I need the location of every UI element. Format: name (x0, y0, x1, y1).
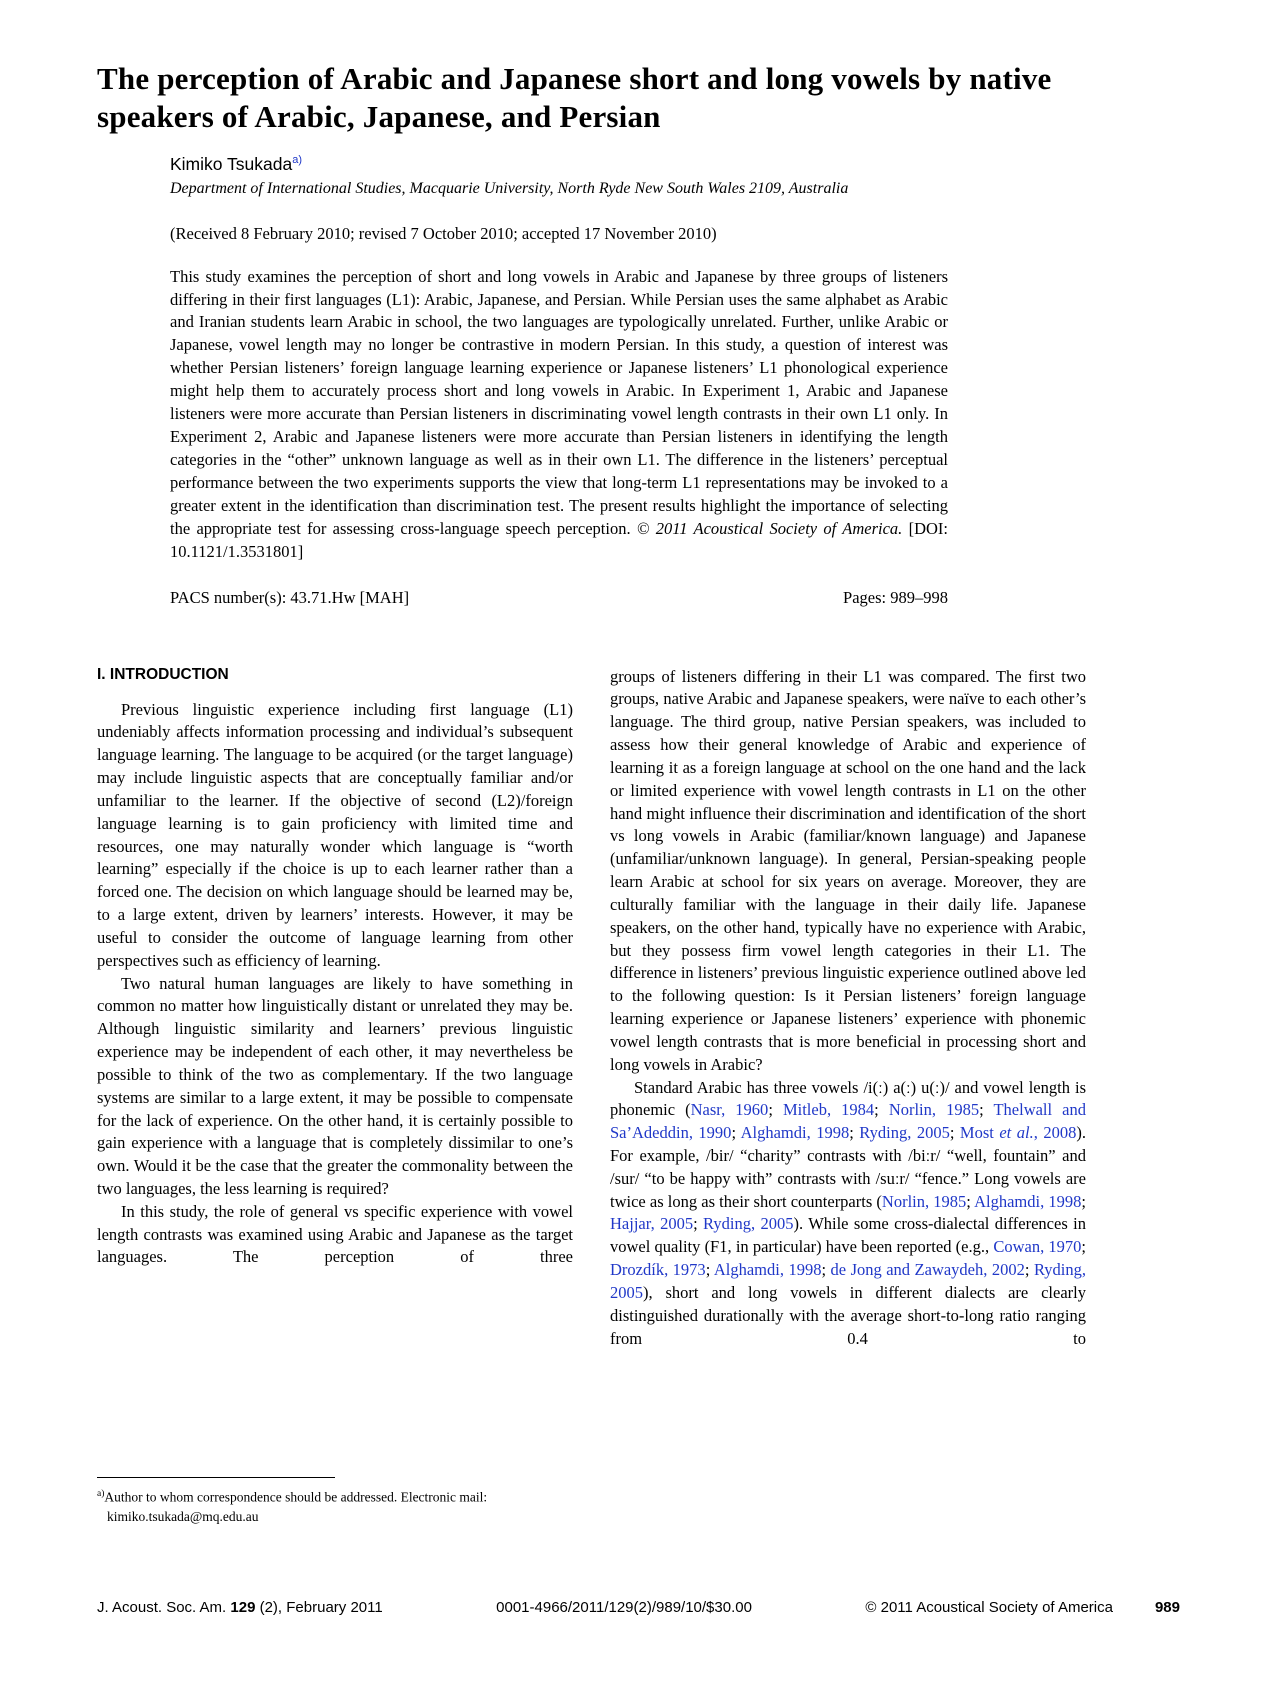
footer-page-number: 989 (1154, 1599, 1180, 1616)
citation-link[interactable]: Thelwall and Sa’Adeddin, 1990 (610, 1100, 1086, 1143)
footnote-mark: a) (97, 1488, 105, 1499)
footer-volume: 129 (230, 1599, 256, 1616)
author-affiliation: Department of International Studies, Macquarie University, North Ryde New South Wales 2109, Australia (170, 179, 849, 197)
citation-link[interactable]: , 2008 (1033, 1123, 1077, 1143)
text-segment: ; (693, 1214, 704, 1234)
text-segment: Standard Arabic has three vowels /i(ː) a(ː) u(ː)/ and vowel length is phonemic ( (610, 1077, 1086, 1120)
citation-link[interactable]: Alghamdi, 1998 (740, 1123, 850, 1143)
citation-link[interactable]: Nasr, 1960 (690, 1100, 769, 1120)
footer-journal-info (97, 1599, 383, 1616)
intro-paragraph-5 (610, 1077, 1086, 1351)
paper-header (97, 60, 1180, 608)
pacs-number: PACS number(s): 43.71.Hw [MAH] (170, 587, 410, 607)
text-segment: ; (979, 1100, 994, 1120)
text-segment: ; (874, 1100, 889, 1120)
citation-link[interactable]: Hajjar, 2005 (610, 1214, 694, 1234)
text-segment: ; (966, 1191, 975, 1211)
footer-copyright: © 2011 Acoustical Society of America (865, 1599, 1113, 1616)
citation-link[interactable]: Cowan, 1970 (993, 1237, 1082, 1257)
text-segment: ; (1081, 1191, 1086, 1211)
author-block (170, 154, 1180, 608)
footer-issue-date: (2), February 2011 (255, 1599, 383, 1616)
received-dates: (Received 8 February 2010; revised 7 October 2010; accepted 17 November 2010) (170, 223, 717, 243)
text-segment: ; (768, 1100, 783, 1120)
text-segment: ; (849, 1123, 860, 1143)
citation-link[interactable]: Norlin, 1985 (881, 1191, 967, 1211)
footnote-email[interactable]: kimiko.tsukada@mq.edu.au (107, 1509, 259, 1525)
section-heading-introduction: I. INTRODUCTION (97, 665, 229, 683)
footnote-text: Author to whom correspondence should be addressed. Electronic mail: (104, 1489, 488, 1505)
right-column (610, 666, 1086, 1528)
text-segment: This study examines the perception of short and long vowels in Arabic and Japanese by three groups of listeners differing in their first languages (L1): Arabic, Japanese, and Persian. While Persian uses the same alphabet as Arabic and Iranian students learn Arabic in school, the two languages are typologically unrelated. Further, unlike Arabic or Japanese, vowel length may no longer be contrastive in modern Persian. In this study, a question of interest was whether Persian listeners’ foreign language learning experience or Japanese listeners’ L1 phonological experience might help them to accurately process short and long vowels in Arabic. In Experiment 1, Arabic and Japanese listeners were more accurate than Persian listeners in discriminating vowel length contrasts in their own L1 only. In Experiment 2, Arabic and Japanese listeners were more accurate than Persian listeners in identifying the length categories in the “other” unknown language as well as in their own L1. The difference in the listeners’ perceptual performance between the two experiments supports the view that long-term L1 representations may be invoked to a greater extent in the identification than discrimination test. The present results highlight the importance of selecting the appropriate test for assessing cross-language speech perception. (170, 266, 948, 538)
intro-paragraph-2: Two natural human languages are likely to have something in common no matter how linguistically distant or unrelated they may be. Although linguistic similarity and learners’ previous linguistic experience may be independent of each other, it may nevertheless be possible to think of the two as complementary. If the two language systems are similar to a large extent, it may be possible to compensate for the lack of experience. On the other hand, it is certainly possible to gain experience with a language that is completely dissimilar to one’s own. Would it be the case that the greater the commonality between the two languages, the less learning is required? (97, 973, 573, 1198)
footnote-block (97, 1459, 573, 1528)
text-segment: © 2011 Acoustical Society of America. (636, 518, 903, 538)
footer-journal-name: J. Acoust. Soc. Am. (97, 1599, 231, 1616)
intro-paragraph-4: groups of listeners differing in their L1 was compared. The first two groups, native Arabic and Japanese speakers, were naïve to each other’s language. The third group, native Persian speakers, was included to assess how their general knowledge of Arabic and experience of learning it as a foreign language at school on the one hand and the lack or limited experience with vowel length contrasts in L1 on the other hand might influence their discrimination and identification of the short vs long vowels in Arabic (familiar/known language) and Japanese (unfamiliar/unknown language). In general, Persian-speaking people learn Arabic at school for six years on average. Moreover, they are culturally familiar with the language in their daily life. Japanese speakers, on the other hand, typically have no experience with Arabic, but they possess firm vowel length categories in their L1. The difference in listeners’ previous linguistic experience outlined above led to the following question: Is it Persian listeners’ foreign language learning experience or Japanese listeners’ experience with phonemic vowel length contrasts that is more beneficial in processing short and long vowels in Arabic? (610, 666, 1086, 1074)
text-segment: ; (705, 1260, 714, 1280)
pages-range: Pages: 989–998 (843, 587, 948, 607)
author-line (170, 154, 1180, 175)
footer-copyright-block (865, 1599, 1180, 1616)
author-footnote-mark[interactable]: a) (292, 153, 303, 166)
citation-link[interactable]: Ryding, 2005 (703, 1214, 794, 1234)
footer-issn-code: 0001-4966/2011/129(2)/989/10/$30.00 (496, 1599, 752, 1616)
citation-link[interactable]: Ryding, 2005 (610, 1260, 1086, 1302)
text-segment: ). While some cross-dialectal differences in vowel quality (F1, in particular) have been reported (e.g., (610, 1214, 1086, 1257)
left-column (97, 666, 573, 1528)
text-segment: [DOI: 10.1121/1.3531801] (170, 518, 949, 561)
citation-link[interactable]: de Jong and Zawaydeh, 2002 (830, 1260, 1025, 1280)
citation-link[interactable]: Alghamdi, 1998 (713, 1260, 822, 1280)
footnote (97, 1487, 573, 1528)
citation-link[interactable]: Drozdík, 1973 (610, 1260, 706, 1280)
text-segment: ). For example, /bir/ “charity” contrasts with /biːr/ “well, fountain” and /sur/ “to be happy with” contrasts with /suːr/ “fence.” Long vowels are twice as long as their short counterparts ( (610, 1123, 1086, 1211)
abstract (170, 266, 948, 564)
text-segment: ; (1024, 1260, 1034, 1280)
citation-link[interactable]: Alghamdi, 1998 (974, 1191, 1082, 1211)
citation-link[interactable]: et al. (999, 1123, 1034, 1143)
text-segment: ; (731, 1123, 741, 1143)
intro-paragraph-3: In this study, the role of general vs specific experience with vowel length contrasts was examined using Arabic and Japanese as the target languages. The perception of three (97, 1201, 573, 1267)
text-segment: ; (949, 1123, 960, 1143)
citation-link[interactable]: Most (959, 1123, 1000, 1143)
intro-paragraph-1: Previous linguistic experience including first language (L1) undeniably affects information processing and individual’s subsequent language learning. The language to be acquired (or the target language) may include linguistic aspects that are conceptually familiar and/or unfamiliar to the learner. If the objective of second (L2)/foreign language learning is to gain proficiency with limited time and resources, one may naturally wonder which language is “worth learning” especially if the choice is up to each learner rather than a forced one. The decision on which language should be learned may be, to a large extent, driven by learners’ interests. However, it may be useful to consider the outcome of language learning from other perspectives such as efficiency of learning. (97, 699, 573, 970)
text-segment: ), short and long vowels in different dialects are clearly distinguished durationally with the average short-to-long ratio ranging from 0.4 to (610, 1282, 1086, 1348)
pacs-row (170, 588, 948, 608)
text-segment: ; (821, 1260, 831, 1280)
two-column-body (97, 666, 1180, 1528)
footnote-rule (97, 1477, 335, 1478)
author-name: Kimiko Tsukada (170, 153, 293, 174)
page-footer (97, 1599, 1180, 1616)
citation-link[interactable]: Norlin, 1985 (888, 1100, 980, 1120)
citation-link[interactable]: Mitleb, 1984 (782, 1100, 875, 1120)
text-segment: ; (1081, 1237, 1086, 1257)
citation-link[interactable]: Ryding, 2005 (859, 1123, 950, 1143)
paper-title: The perception of Arabic and Japanese short and long vowels by native speakers of Arabic, Japanese, and Persian (97, 61, 1052, 134)
